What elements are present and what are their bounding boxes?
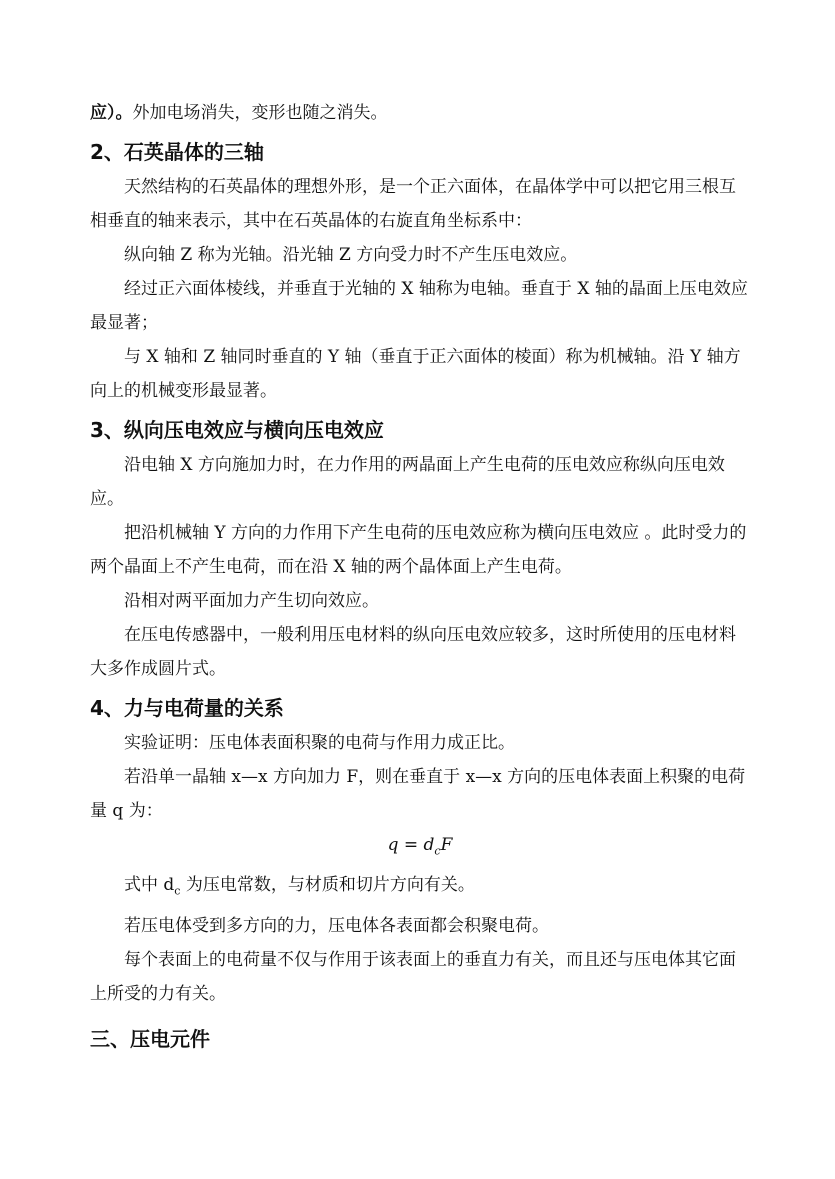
section-heading-3: 3、纵向压电效应与横向压电效应 (90, 418, 384, 442)
paragraph: 天然结构的石英晶体的理想外形，是一个正六面体，在晶体学中可以把它用三根互相垂直的轴来表示，其中在石英晶体的右旋直角坐标系中： (90, 177, 736, 231)
equation-subscript: c (434, 844, 441, 858)
charge-equation (90, 828, 750, 868)
paragraph: 每个表面上的电荷量不仅与作用于该表面上的垂直力有关，而且还与压电体其它面上所受的力有关。 (90, 949, 736, 1004)
document-page (90, 96, 750, 1057)
paragraph: 若沿单一晶轴 x—x 方向加力 F，则在垂直于 x—x 方向的压电体表面上积聚的电荷量 q 为： (90, 767, 746, 821)
paragraph: 沿电轴 X 方向施加力时，在力作用的两晶面上产生电荷的压电效应称纵向压电效应。 (90, 455, 725, 509)
paragraph: 纵向轴 Z 称为光轴。沿光轴 Z 方向受力时不产生压电效应。 (124, 245, 578, 265)
section-heading-4: 4、力与电荷量的关系 (90, 696, 284, 720)
section-heading-2: 2、石英晶体的三轴 (90, 140, 264, 164)
paragraph: 经过正六面体棱线，并垂直于光轴的 X 轴称为电轴。垂直于 X 轴的晶面上压电效应最显著； (90, 279, 748, 333)
paragraph: 把沿机械轴 Y 方向的力作用下产生电荷的压电效应称为横向压电效应 。此时受力的两个晶面上不产生电荷，而在沿 X 轴的两个晶体面上产生电荷。 (90, 523, 747, 577)
dc-text: 为压电常数，与材质和切片方向有关。 (180, 875, 475, 896)
intro-paragraph (90, 96, 750, 130)
equation-lhs: q = d (387, 835, 435, 855)
paragraph: 沿相对两平面加力产生切向效应。 (124, 591, 379, 611)
dc-subscript: c (174, 884, 181, 898)
equation-rhs: F (440, 835, 453, 855)
paragraph: 若压电体受到多方向的力，压电体各表面都会积聚电荷。 (124, 915, 549, 936)
dc-prefix: 式中 d (124, 875, 175, 896)
intro-bold: 应）。 (90, 103, 133, 123)
paragraph: 实验证明：压电体表面积聚的电荷与作用力成正比。 (124, 733, 515, 753)
chapter-heading: 三、压电元件 (90, 1026, 210, 1051)
paragraph: 与 X 轴和 Z 轴同时垂直的 Y 轴（垂直于正六面体的棱面）称为机械轴。沿 Y 轴方向上的机械变形最显著。 (90, 347, 741, 401)
intro-text: 外加电场消失，变形也随之消失。 (132, 103, 388, 123)
paragraph: 在压电传感器中，一般利用压电材料的纵向压电效应较多，这时所使用的压电材料大多作成圆片式。 (90, 625, 736, 679)
paragraph (90, 868, 750, 908)
